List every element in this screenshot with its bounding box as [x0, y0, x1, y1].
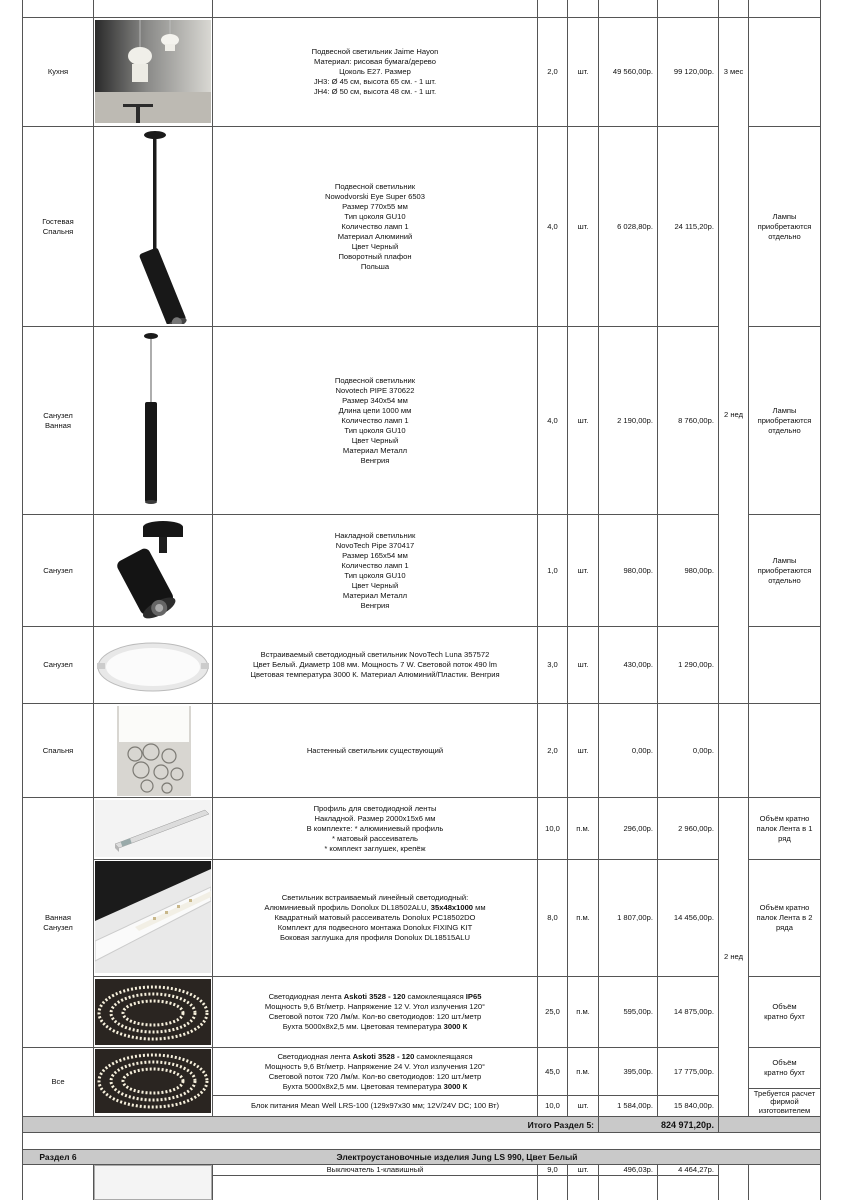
qty-cell: 45,0	[545, 1066, 560, 1076]
price-cell: 1 807,00р.	[617, 913, 653, 922]
section-total-label: Итого Раздел 5:	[527, 1119, 594, 1130]
qty-cell: 10,0	[545, 1101, 560, 1110]
note-cell: Объём кратно бухт	[764, 1058, 805, 1077]
total-cell: 2 960,00р.	[678, 823, 714, 833]
total-cell: 17 775,00р.	[673, 1066, 714, 1076]
note-cell: Требуется расчет фирмой изготовителем	[753, 1089, 816, 1115]
note-cell: Лампы приобретаются отдельно	[757, 405, 812, 435]
led-strip-reel-photo	[95, 979, 211, 1045]
unit-cell: шт.	[577, 660, 589, 669]
qty-cell: 2,0	[547, 67, 558, 76]
room-cell: Кухня	[47, 67, 69, 76]
section-total-value: 824 971,20р.	[660, 1119, 714, 1130]
description-cell: Подвесной светильник Novotech PIPE 370622 Размер 340x54 мм Длина цепи 1000 мм Количество ламп 1 Тип цоколя GU10 Цвет Черный Материал Металл Венгрия	[334, 375, 416, 465]
unit-cell: п.м.	[576, 823, 590, 833]
note-cell: Объём кратно палок Лента в 1 ряд	[756, 813, 813, 843]
unit-cell: п.м.	[576, 1066, 590, 1076]
price-cell: 430,00р.	[623, 660, 653, 669]
note-cell: Объём кратно палок Лента в 2 ряда	[756, 903, 813, 932]
unit-cell: п.м.	[576, 1007, 590, 1016]
description-cell: Профиль для светодиодной ленты Накладной. Размер 2000х15х6 мм В комплекте: * алюминиевый профиль * матовый рассеиватель * комплект заглушек, крепёж	[306, 803, 444, 853]
description-cell: Подвесной светильник Nowodvorski Eye Super 6503 Размер 770x55 мм Тип цоколя GU10 Количество ламп 1 Материал Алюминий Цвет Черный Поворотный плафон Польша	[324, 181, 426, 271]
paper-pendant-lamp-photo	[95, 20, 211, 123]
total-cell: 99 120,00р.	[673, 67, 714, 76]
note-cell: Лампы приобретаются отдельно	[757, 555, 812, 585]
section-title: Электроустановочные изделия Jung LS 990, Цвет Белый	[336, 1152, 578, 1162]
price-cell: 395,00р.	[623, 1066, 653, 1076]
qty-cell: 8,0	[547, 913, 558, 922]
crystal-wall-sconce-photo	[117, 706, 191, 796]
price-cell: 1 584,00р.	[617, 1101, 653, 1110]
description-cell: Встраиваемый светодиодный светильник NovoTech Luna 357572 Цвет Белый. Диаметр 108 мм. Мощность 7 W. Световой поток 490 lm Цветовая температура 3000 К. Материал Алюминий/Пластик. Венгрия	[250, 650, 500, 679]
aluminium-led-profile-photo	[95, 800, 211, 857]
unit-cell: шт.	[577, 67, 589, 76]
price-cell: 49 560,00р.	[612, 67, 653, 76]
room-cell: Санузел Ванная	[43, 410, 73, 430]
total-cell: 14 456,00р.	[673, 913, 714, 922]
description-cell: Настенный светильник существующий	[306, 745, 444, 755]
description-cell: Подвесной светильник Jaime Hayon Материал: рисовая бумага/дерево Цоколь E27. Размер JH3: Ø 45 см, высота 65 см. - 1 шт. JH4: Ø 50 см, высота 48 см. - 1 шт.	[311, 47, 439, 96]
unit-cell: шт.	[577, 415, 589, 425]
description-cell: Светильник встраиваемый линейный светодиодный: Алюминиевый профиль Donolux DL18502ALU, 35х48х1000 мм Квадратный матовый рассеиватель Donolux PC18502DO Комплект для подвесного монтажа Donolux FIXING KIT Боковая заглушка для профиля Donolux DL18515ALU	[264, 893, 486, 942]
unit-cell: п.м.	[576, 913, 590, 922]
total-cell: 8 760,00р.	[678, 415, 714, 425]
total-cell: 14 875,00р.	[673, 1007, 714, 1016]
room-cell: Спальня	[42, 745, 74, 755]
qty-cell: 25,0	[545, 1007, 560, 1016]
unit-cell: шт.	[577, 565, 589, 575]
total-cell: 4 464,27р.	[678, 1165, 714, 1174]
description-cell: Выключатель 1-клавишный	[326, 1165, 424, 1174]
term-merged-cell: 2 нед	[723, 952, 743, 961]
total-cell: 980,00р.	[684, 565, 714, 575]
room-cell: Все	[51, 1077, 65, 1086]
note-cell: Объём кратно бухт	[764, 1002, 805, 1021]
unit-cell: шт.	[577, 745, 589, 755]
qty-cell: 2,0	[547, 745, 558, 755]
qty-cell: 10,0	[545, 823, 560, 833]
round-recessed-led-panel-photo	[95, 629, 211, 701]
price-cell: 496,03р.	[623, 1165, 653, 1174]
room-cell: Санузел	[43, 565, 73, 575]
qty-cell: 4,0	[547, 221, 558, 231]
unit-cell: шт.	[577, 221, 589, 231]
description-cell: Светодиодная лента Askoti 3528 - 120 самоклеящаяся IP65 Мощность 9,6 Вт/метр. Напряжение 12 V. Угол излучения 120° Световой поток 720 Лм/м. Кол-во светодиодов: 120 шт./метр Бухта 5000х8х2,5 мм. Цветовая температура 3000 К	[264, 992, 486, 1031]
price-cell: 0,00р.	[631, 745, 653, 755]
linear-recessed-profile-photo	[95, 861, 211, 973]
price-cell: 595,00р.	[623, 1007, 653, 1016]
note-cell: Лампы приобретаются отдельно	[757, 211, 812, 241]
price-cell: 980,00р.	[623, 565, 653, 575]
term-merged-cell: 2 нед	[723, 410, 743, 419]
qty-cell: 3,0	[547, 660, 558, 669]
qty-cell: 1,0	[547, 565, 558, 575]
description-cell: Блок питания Mean Well LRS-100 (129х97х30 мм; 12V/24V DC; 100 Вт)	[250, 1101, 500, 1110]
unit-cell: шт.	[577, 1165, 589, 1174]
room-cell: Гостевая Спальня	[42, 216, 74, 236]
section-label: Раздел 6	[39, 1152, 77, 1162]
total-cell: 24 115,20р.	[674, 221, 714, 231]
unit-cell: шт.	[577, 1101, 589, 1110]
room-cell: Ванная Санузел	[43, 912, 73, 932]
led-strip-reel-photo	[95, 1049, 211, 1113]
price-cell: 6 028,80р.	[617, 221, 653, 231]
total-cell: 1 290,00р.	[678, 660, 714, 669]
total-cell: 0,00р.	[692, 745, 714, 755]
black-surface-spotlight-photo	[95, 517, 211, 624]
term-cell: 3 мес	[723, 67, 744, 76]
price-cell: 296,00р.	[623, 823, 653, 833]
qty-cell: 9,0	[547, 1165, 558, 1174]
room-cell: Санузел	[43, 660, 73, 669]
black-tube-pendant-on-rod-photo	[95, 128, 211, 324]
qty-cell: 4,0	[547, 415, 558, 425]
price-cell: 2 190,00р.	[617, 415, 653, 425]
total-cell: 15 840,00р.	[673, 1101, 714, 1110]
switch-photo	[94, 1165, 212, 1200]
black-cylinder-pendant-photo	[95, 330, 211, 512]
description-cell: Светодиодная лента Askoti 3528 - 120 самоклеящаяся Мощность 9,6 Вт/метр. Напряжение 24 V. Угол излучения 120° Световой поток 720 Лм/м. Кол-во светодиодов: 120 шт./метр Бухта 5000х8х2,5 мм. Цветовая температура 3000 К	[264, 1051, 486, 1091]
description-cell: Накладной светильник NovoTech Pipe 370417 Размер 165x54 мм Количество ламп 1 Тип цоколя GU10 Цвет Черный Материал Металл Венгрия	[334, 530, 416, 610]
